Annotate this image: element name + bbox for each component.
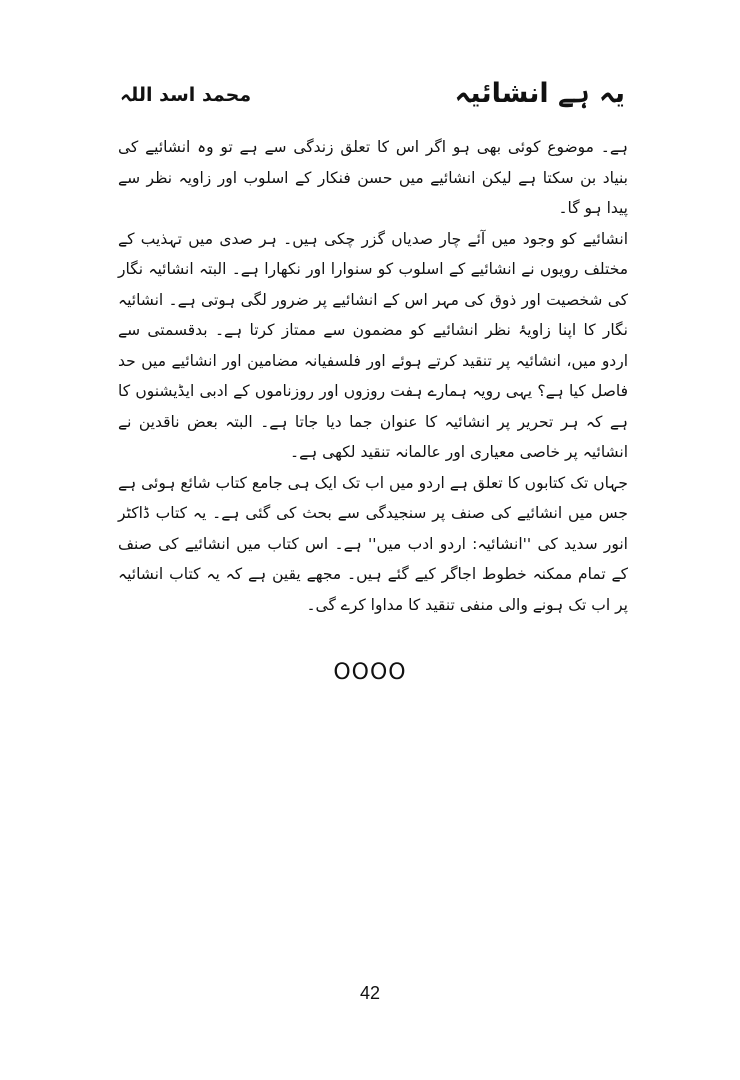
book-title: یہ ہے انشائیہ: [454, 78, 625, 109]
paragraph-2: انشائیے کو وجود میں آئے چار صدیاں گزر چکی ہیں۔ ہر صدی میں تہذیب کے مختلف رویوں نے انشائیے کے اسلوب کو سنوارا اور نکھارا ہے۔ البتہ انشائیہ نگار کی شخصیت اور ذوق کی مہر اس کے انشائیے پر ضرور لگی ہوتی ہے۔ انشائیہ نگار کا اپنا زاویۂ نظر انشائیے کو مضمون سے ممتاز کرتا ہے۔ بدقسمتی سے اردو میں، انشائیہ پر تنقید کرتے ہوئے اور فلسفیانہ مضامین اور انشائیے میں حد فاصل کیا ہے؟ یہی رویہ ہمارے ہفت روزوں اور روزناموں کے ادبی ایڈیشنوں کا ہے کہ ہر تحریر پر انشائیہ کا عنوان جما دیا جاتا ہے۔ البتہ بعض ناقدین نے انشائیہ پر خاصی معیاری اور عالمانہ تنقید لکھی ہے۔: [118, 229, 628, 461]
page-number: 42: [359, 983, 381, 1003]
author-name: محمد اسد اللہ: [120, 84, 252, 106]
body-text: [118, 132, 628, 620]
paragraph-3: جہاں تک کتابوں کا تعلق ہے اردو میں اب تک ایک ہی جامع کتاب شائع ہوئی ہے جس میں انشائیے کی صنف پر سنجیدگی سے بحث کی گئی ہے۔ یہ کتاب ڈاکٹر انور سدید کی ''انشائیہ: اردو ادب میں'' ہے۔ اس کتاب میں انشائیے کی صنف کے تمام ممکنہ خطوط اجاگر کیے گئے ہیں۔ مجھے یقین ہے کہ یہ کتاب انشائیہ پر اب تک ہونے والی منفی تنقید کا مداوا کرے گی۔: [118, 473, 628, 614]
running-header: [120, 78, 625, 118]
section-end-ornament: OOOO: [333, 660, 407, 685]
paragraph-1: ہے۔ موضوع کوئی بھی ہو اگر اس کا تعلق زندگی سے ہے تو وہ انشائیے کی بنیاد بن سکتا ہے لیکن انشائیے میں حسن فنکار کے اسلوب اور زاویہ نظر سے پیدا ہو گا۔: [118, 138, 628, 217]
